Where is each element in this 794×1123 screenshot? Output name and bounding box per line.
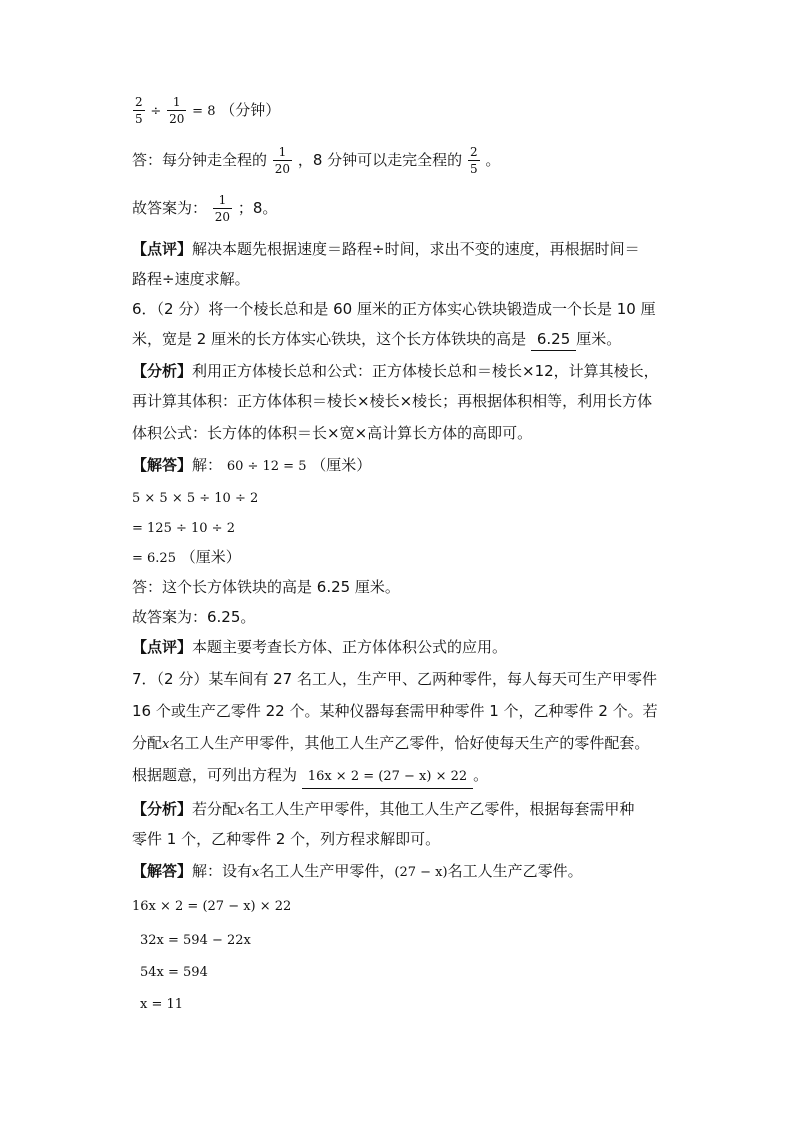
- solution-6-step-3: = 6.25 （厘米）: [132, 548, 241, 566]
- answer-blank-6: 6.25: [531, 328, 576, 351]
- fraction-two-fifths: $\frac{2}{5}$: [135, 95, 143, 126]
- answer-blank-7: 16x × 2 = (27 − x) × 22: [302, 766, 473, 789]
- answer-summary-6: 故答案为：6.25。: [132, 608, 256, 626]
- solution-7-step-1: 16x × 2 = (27 − x) × 22: [132, 899, 292, 914]
- analysis-6-line-1: 【分析】利用正方体棱长总和公式：正方体棱长总和＝棱长×12，计算其棱长，: [132, 362, 659, 380]
- answer-line-1: 答：每分钟走全程的 $\frac{1}{20}$ ，8 分钟可以走完全程的 $\frac{2}{5}$ 。: [132, 145, 501, 176]
- question-7-line-3: 分配x名工人生产甲零件，其他工人生产乙零件，恰好使每天生产的零件配套。: [132, 734, 650, 752]
- fraction-one-twentieth: $\frac{1}{20}$: [214, 193, 231, 224]
- solution-7-line-1: 【解答】解：设有x名工人生产甲零件，(27 − x)名工人生产乙零件。: [132, 862, 583, 880]
- comment-line-1: 【点评】解决本题先根据速度＝路程÷时间，求出不变的速度，再根据时间＝: [132, 240, 640, 258]
- solution-6-step-2: = 125 ÷ 10 ÷ 2: [132, 521, 235, 536]
- comment-line-1-cont: 路程÷速度求解。: [132, 270, 250, 288]
- analysis-7-line-1: 【分析】若分配x名工人生产甲零件，其他工人生产乙零件，根据每套需甲种: [132, 800, 635, 818]
- answer-6: 答：这个长方体铁块的高是 6.25 厘米。: [132, 578, 400, 596]
- solution-6-step-1: 5 × 5 × 5 ÷ 10 ÷ 2: [132, 491, 259, 506]
- question-6-line-2: 米，宽是 2 厘米的长方体实心铁块，这个长方体铁块的高是 6.25 厘米。: [132, 328, 621, 351]
- question-7-line-1: 7．（2 分）某车间有 27 名工人，生产甲、乙两种零件，每人每天可生产甲零件: [132, 670, 657, 688]
- question-7-line-4: 根据题意，可列出方程为 16x × 2 = (27 − x) × 22 。: [132, 764, 488, 789]
- fraction-one-twentieth: $\frac{1}{20}$: [169, 95, 185, 126]
- solution-6-line-1: 【解答】解： 60 ÷ 12 = 5 （厘米）: [132, 456, 372, 474]
- fraction-two-fifths: $\frac{2}{5}$: [469, 145, 478, 176]
- analysis-7-line-2: 零件 1 个，乙种零件 2 个，列方程求解即可。: [132, 830, 441, 848]
- analysis-6-line-2: 再计算其体积：正方体体积＝棱长×棱长×棱长；再根据体积相等，利用长方体: [132, 392, 653, 410]
- solution-7-step-3: 54x = 594: [140, 965, 208, 980]
- question-6-line-1: 6．（2 分）将一个棱长总和是 60 厘米的正方体实心铁块锻造成一个长是 10 厘: [132, 300, 656, 318]
- solution-7-step-2: 32x = 594 − 22x: [140, 933, 251, 948]
- analysis-6-line-3: 体积公式：长方体的体积＝长×宽×高计算长方体的高即可。: [132, 424, 533, 442]
- eq-time-division: $\frac{2}{5}$ ÷ $\frac{1}{20}$ = 8 （分钟）: [135, 95, 281, 126]
- solution-7-step-4: x = 11: [140, 997, 184, 1012]
- fraction-one-twentieth: $\frac{1}{20}$: [274, 145, 291, 176]
- answer-summary-1: 故答案为： $\frac{1}{20}$ ；8。: [132, 193, 278, 224]
- question-7-line-2: 16 个或生产乙零件 22 个。某种仪器每套需甲种零件 1 个，乙种零件 2 个。若: [132, 702, 658, 720]
- comment-6: 【点评】本题主要考查长方体、正方体体积公式的应用。: [132, 638, 508, 656]
